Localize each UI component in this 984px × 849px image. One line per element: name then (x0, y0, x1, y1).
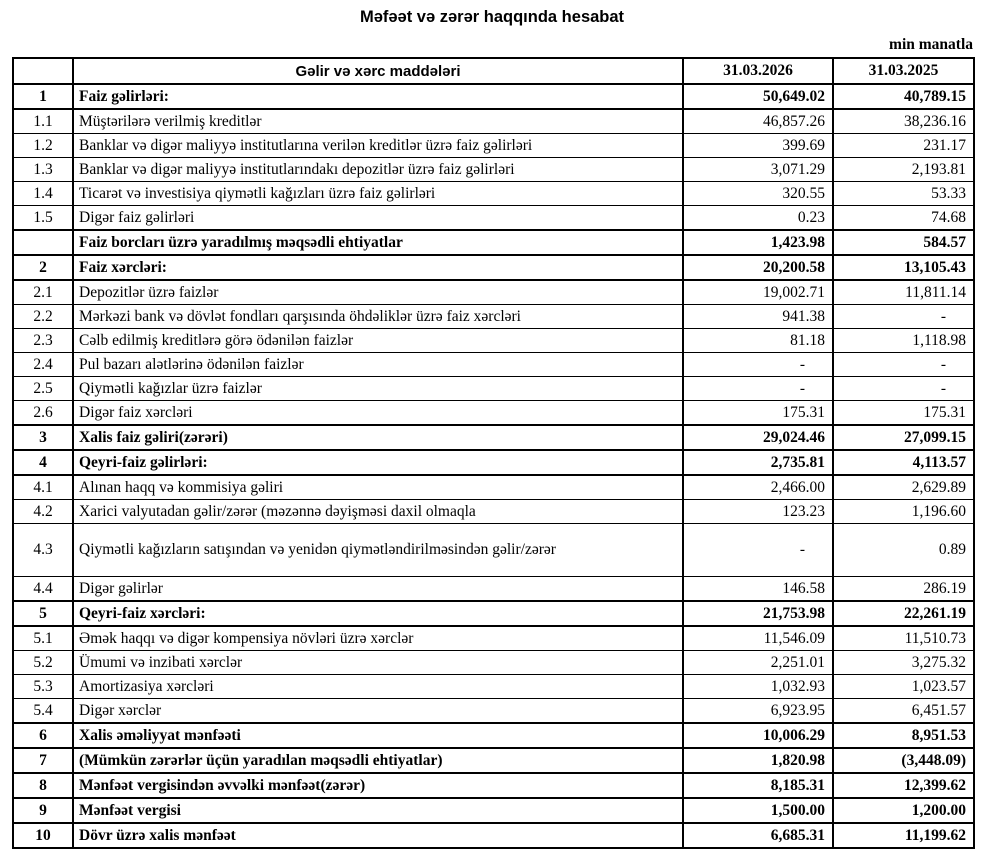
item-label-cell: Müştərilərə verilmiş kreditlər (73, 109, 683, 134)
value-2026-cell: 19,002.71 (683, 280, 833, 305)
table-row (13, 675, 974, 699)
item-label-cell: Mərkəzi bank və dövlət fondları qarşısında öhdəliklər üzrə faiz xərcləri (73, 305, 683, 329)
item-label-cell: Pul bazarı alətlərinə ödənilən faizlər (73, 353, 683, 377)
row-number-cell: 10 (13, 823, 73, 848)
value-2026-cell: 10,006.29 (683, 723, 833, 748)
table-row (13, 748, 974, 773)
row-number-cell: 4.1 (13, 475, 73, 500)
value-2026-cell: 21,753.98 (683, 601, 833, 626)
report-table-body (13, 84, 974, 848)
item-label-cell: Faiz xərcləri: (73, 255, 683, 280)
item-label-cell: Ticarət və investisiya qiymətli kağızları üzrə faiz gəlirləri (73, 182, 683, 206)
value-2025-cell: 38,236.16 (833, 109, 974, 134)
item-label-cell: Xalis faiz gəliri(zərəri) (73, 425, 683, 450)
row-number-cell: 5.1 (13, 626, 73, 651)
items-column-header: Gəlir və xərc maddələri (73, 58, 683, 84)
row-number-cell: 1.4 (13, 182, 73, 206)
table-row (13, 601, 974, 626)
item-label-cell: (Mümkün zərərlər üçün yaradılan məqsədli ehtiyatlar) (73, 748, 683, 773)
table-row (13, 305, 974, 329)
value-2026-cell: 29,024.46 (683, 425, 833, 450)
row-number-cell: 6 (13, 723, 73, 748)
value-2025-cell: - (833, 377, 974, 401)
item-label-cell: Digər faiz gəlirləri (73, 206, 683, 231)
value-2025-cell: 53.33 (833, 182, 974, 206)
value-2025-cell: 286.19 (833, 577, 974, 602)
table-row (13, 798, 974, 823)
value-2025-cell: 74.68 (833, 206, 974, 231)
table-row (13, 255, 974, 280)
row-number-cell: 1.2 (13, 134, 73, 158)
row-number-cell: 2.1 (13, 280, 73, 305)
value-2026-cell: 6,685.31 (683, 823, 833, 848)
row-number-cell: 3 (13, 425, 73, 450)
value-2025-cell: 2,193.81 (833, 158, 974, 182)
value-2026-cell: 81.18 (683, 329, 833, 353)
table-row (13, 577, 974, 602)
item-label-cell: Banklar və digər maliyyə institutlarına verilən kreditlər üzrə faiz gəlirləri (73, 134, 683, 158)
value-2026-cell: - (683, 377, 833, 401)
row-number-cell: 5.2 (13, 651, 73, 675)
value-2026-cell: 175.31 (683, 401, 833, 426)
row-number-cell: 5 (13, 601, 73, 626)
value-2025-cell: 1,118.98 (833, 329, 974, 353)
item-label-cell: Digər xərclər (73, 699, 683, 724)
item-label-cell: Banklar və digər maliyyə institutlarındakı depozitlər üzrə faiz gəlirləri (73, 158, 683, 182)
value-2026-cell: 50,649.02 (683, 84, 833, 109)
item-label-cell: Faiz borcları üzrə yaradılmış məqsədli ehtiyatlar (73, 230, 683, 255)
table-row (13, 158, 974, 182)
value-2026-cell: - (683, 524, 833, 577)
table-row (13, 329, 974, 353)
value-2025-cell: 584.57 (833, 230, 974, 255)
item-label-cell: Mənfəət vergisindən əvvəlki mənfəət(zərər) (73, 773, 683, 798)
value-2025-cell: 6,451.57 (833, 699, 974, 724)
value-2025-cell: 12,399.62 (833, 773, 974, 798)
item-label-cell: Xalis əməliyyat mənfəəti (73, 723, 683, 748)
row-number-cell: 8 (13, 773, 73, 798)
value-2026-cell: 6,923.95 (683, 699, 833, 724)
value-2026-cell: 8,185.31 (683, 773, 833, 798)
item-label-cell: Mənfəət vergisi (73, 798, 683, 823)
item-label-cell: Xarici valyutadan gəlir/zərər (məzənnə dəyişməsi daxil olmaqla (73, 500, 683, 524)
value-2026-cell: 399.69 (683, 134, 833, 158)
row-number-cell: 2 (13, 255, 73, 280)
value-2026-cell: 146.58 (683, 577, 833, 602)
item-label-cell: Ümumi və inzibati xərclər (73, 651, 683, 675)
value-2025-cell: 0.89 (833, 524, 974, 577)
table-row (13, 773, 974, 798)
value-2025-cell: 22,261.19 (833, 601, 974, 626)
value-2025-cell: 1,200.00 (833, 798, 974, 823)
table-row (13, 109, 974, 134)
value-2026-cell: 46,857.26 (683, 109, 833, 134)
table-row (13, 651, 974, 675)
value-2026-cell: 941.38 (683, 305, 833, 329)
row-number-cell: 1 (13, 84, 73, 109)
item-label-cell: Faiz gəlirləri: (73, 84, 683, 109)
row-number-cell: 2.4 (13, 353, 73, 377)
header-row (13, 58, 974, 84)
value-2025-cell: - (833, 353, 974, 377)
table-row (13, 84, 974, 109)
value-2025-cell: 13,105.43 (833, 255, 974, 280)
income-statement-table (12, 57, 975, 849)
value-2026-cell: 20,200.58 (683, 255, 833, 280)
period-2026-column-header: 31.03.2026 (683, 58, 833, 84)
table-row (13, 723, 974, 748)
report-title: Məfəət və zərər haqqında hesabat (359, 8, 625, 26)
value-2026-cell: 1,423.98 (683, 230, 833, 255)
item-label-cell: Depozitlər üzrə faizlər (73, 280, 683, 305)
value-2025-cell: 175.31 (833, 401, 974, 426)
corner-header-cell (13, 58, 73, 84)
row-number-cell: 4.4 (13, 577, 73, 602)
table-row (13, 206, 974, 231)
value-2025-cell: 11,811.14 (833, 280, 974, 305)
table-row (13, 626, 974, 651)
value-2025-cell: 27,099.15 (833, 425, 974, 450)
value-2025-cell: 3,275.32 (833, 651, 974, 675)
value-2026-cell: 0.23 (683, 206, 833, 231)
item-label-cell: Digər gəlirlər (73, 577, 683, 602)
table-row (13, 377, 974, 401)
item-label-cell: Əmək haqqı və digər kompensiya növləri üzrə xərclər (73, 626, 683, 651)
item-label-cell: Qiymətli kağızların satışından və yenidən qiymətləndirilməsindən gəlir/zərər (73, 524, 683, 577)
value-2026-cell: - (683, 353, 833, 377)
row-number-cell: 1.3 (13, 158, 73, 182)
table-row (13, 401, 974, 426)
value-2025-cell: 231.17 (833, 134, 974, 158)
table-row (13, 182, 974, 206)
value-2025-cell: 1,023.57 (833, 675, 974, 699)
table-row (13, 134, 974, 158)
table-row (13, 500, 974, 524)
item-label-cell: Qeyri-faiz xərcləri: (73, 601, 683, 626)
row-number-cell: 2.2 (13, 305, 73, 329)
table-row (13, 699, 974, 724)
row-number-cell: 5.3 (13, 675, 73, 699)
row-number-cell (13, 230, 73, 255)
row-number-cell: 4 (13, 450, 73, 475)
value-2025-cell: 4,113.57 (833, 450, 974, 475)
value-2025-cell: 2,629.89 (833, 475, 974, 500)
value-2026-cell: 1,032.93 (683, 675, 833, 699)
value-2025-cell: 8,951.53 (833, 723, 974, 748)
item-label-cell: Alınan haqq və kommisiya gəliri (73, 475, 683, 500)
row-number-cell: 1.1 (13, 109, 73, 134)
row-number-cell: 2.3 (13, 329, 73, 353)
value-2026-cell: 123.23 (683, 500, 833, 524)
table-row (13, 823, 974, 848)
table-row (13, 353, 974, 377)
row-number-cell: 7 (13, 748, 73, 773)
row-number-cell: 5.4 (13, 699, 73, 724)
value-2026-cell: 1,500.00 (683, 798, 833, 823)
item-label-cell: Qeyri-faiz gəlirləri: (73, 450, 683, 475)
row-number-cell: 2.6 (13, 401, 73, 426)
value-2026-cell: 320.55 (683, 182, 833, 206)
table-header (13, 58, 974, 84)
value-2025-cell: 40,789.15 (833, 84, 974, 109)
value-2026-cell: 2,735.81 (683, 450, 833, 475)
value-2025-cell: (3,448.09) (833, 748, 974, 773)
table-row (13, 450, 974, 475)
item-label-cell: Amortizasiya xərcləri (73, 675, 683, 699)
item-label-cell: Qiymətli kağızlar üzrə faizlər (73, 377, 683, 401)
value-2026-cell: 3,071.29 (683, 158, 833, 182)
value-2026-cell: 1,820.98 (683, 748, 833, 773)
value-2025-cell: 1,196.60 (833, 500, 974, 524)
value-2026-cell: 2,466.00 (683, 475, 833, 500)
row-number-cell: 4.3 (13, 524, 73, 577)
row-number-cell: 4.2 (13, 500, 73, 524)
row-number-cell: 2.5 (13, 377, 73, 401)
table-row (13, 425, 974, 450)
item-label-cell: Dövr üzrə xalis mənfəət (73, 823, 683, 848)
value-2025-cell: - (833, 305, 974, 329)
row-number-cell: 9 (13, 798, 73, 823)
table-row (13, 524, 974, 577)
row-number-cell: 1.5 (13, 206, 73, 231)
value-2025-cell: 11,510.73 (833, 626, 974, 651)
value-2026-cell: 2,251.01 (683, 651, 833, 675)
period-2025-column-header: 31.03.2025 (833, 58, 974, 84)
item-label-cell: Cəlb edilmiş kreditlərə görə ödənilən faizlər (73, 329, 683, 353)
value-2025-cell: 11,199.62 (833, 823, 974, 848)
table-row (13, 280, 974, 305)
table-row (13, 475, 974, 500)
table-row (13, 230, 974, 255)
unit-note: min manatla (889, 36, 973, 53)
item-label-cell: Digər faiz xərcləri (73, 401, 683, 426)
value-2026-cell: 11,546.09 (683, 626, 833, 651)
